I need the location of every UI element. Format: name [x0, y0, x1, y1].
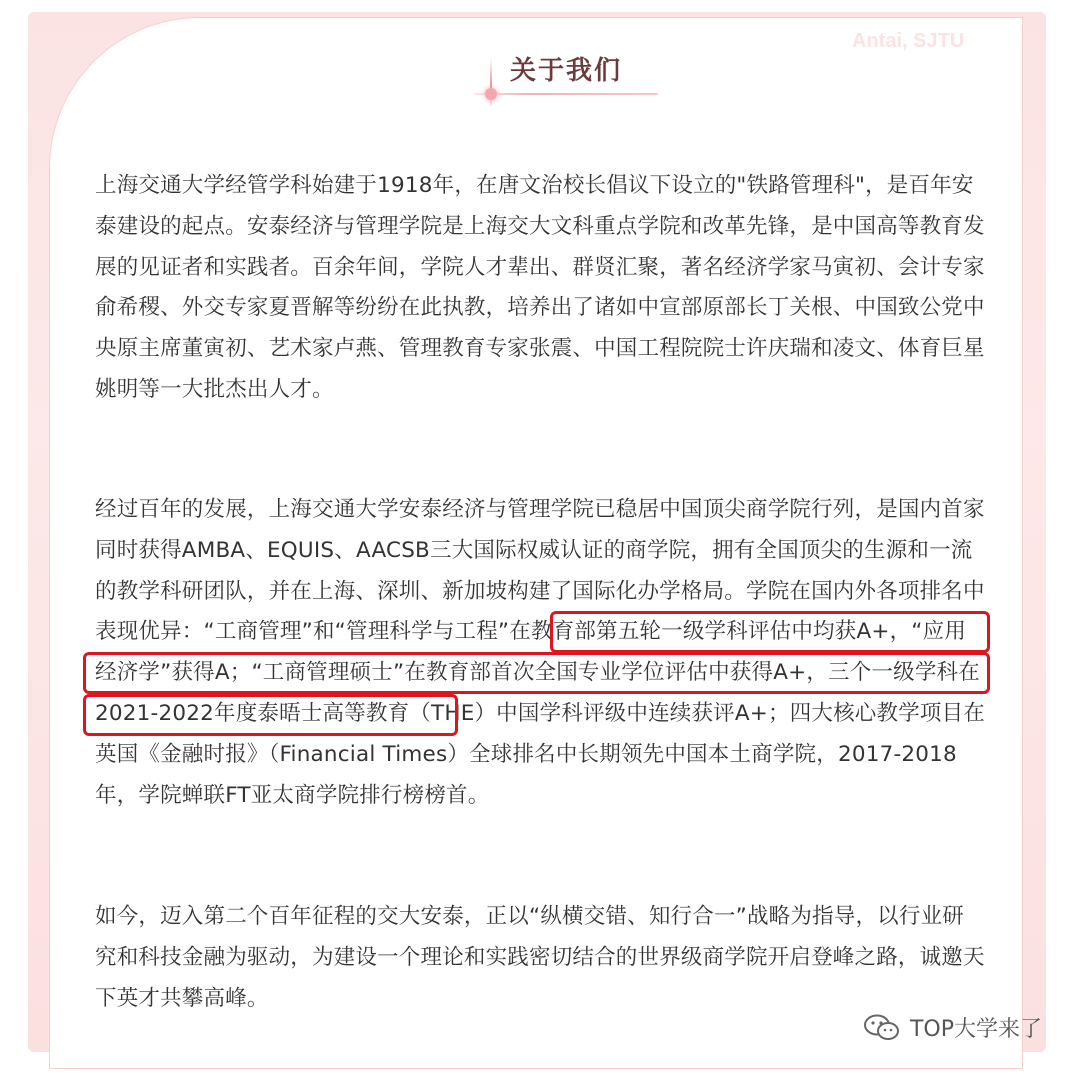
paragraph-rankings: 经过百年的发展，上海交通大学安泰经济与管理学院已稳居中国顶尖商学院行列，是国内首家同时获得AMBA、EQUIS、AACSB三大国际权威认证的商学院，拥有全国顶尖的生源和一流的教学科研团队，并在上海、深圳、新加坡构建了国际化办学格局。学院在国内外各项排名中表现优异：“工商管理”和“管理科学与工程”在教育部第五轮一级学科评估中均获A+，“应用经济学”获得A；“工商管理硕士”在教育部首次全国专业学位评估中获得A+，三个一级学科在2021-2022年度泰晤士高等教育（THE）中国学科评级中连续获评A+；四大核心教学项目在英国《金融时报》（Financial Times）全球排名中长期领先中国本土商学院，2017-2018年，学院蝉联FT亚太商学院排行榜榜首。 — [95, 497, 985, 808]
page-title: 关于我们 — [509, 56, 622, 86]
footer-account — [862, 1012, 1042, 1043]
title-decor-dot — [485, 88, 497, 100]
paragraph-future: 如今，迈入第二个百年征程的交大安泰，正以“纵横交错、知行合一”战略为指导，以行业研究和科技金融为驱动，为建设一个理论和实践密切结合的世界级商学院开启登峰之路，诚邀天下英才共攀高峰。 — [95, 904, 985, 1011]
title-decor-horizontal-line — [474, 93, 658, 95]
watermark: Antai, SJTU — [852, 30, 965, 52]
footer-account-name: TOP大学来了 — [909, 1017, 1042, 1042]
paragraph-history: 上海交通大学经管学科始建于1918年，在唐文治校长倡议下设立的"铁路管理科"，是百年安泰建设的起点。安泰经济与管理学院是上海交大文科重点学院和改革先锋，是中国高等教育发展的见证者和实践者。百余年间，学院人才辈出、群贤汇聚，著名经济学家马寅初、会计专家俞希稷、外交专家夏晋解等纷纷在此执教，培养出了诸如中宣部原部长丁关根、中国致公党中央原主席董寅初、艺术家卢燕、管理教育专家张震、中国工程院院士许庆瑞和凌文、体育巨星姚明等一大批杰出人才。 — [95, 173, 985, 402]
wechat-icon — [862, 1013, 902, 1043]
